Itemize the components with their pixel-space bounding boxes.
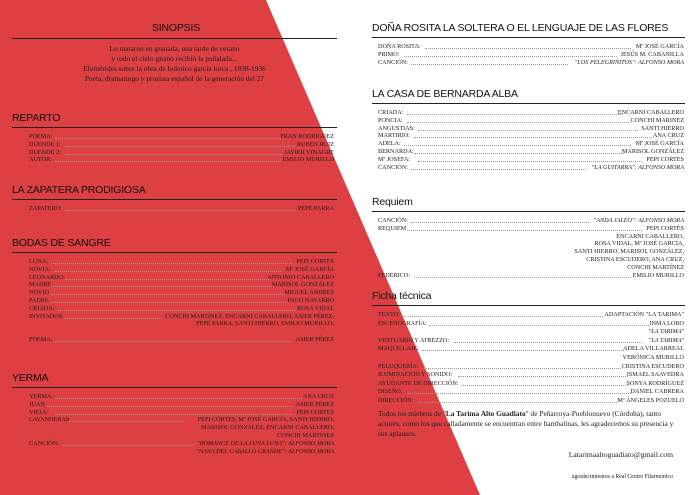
credit-row: [378, 320, 684, 328]
performer-name: "LA TARIMA": [648, 328, 684, 336]
role-label: ADELA:: [378, 140, 401, 148]
credit-row: [378, 125, 684, 133]
performer-name: PEPE PARRA: [297, 205, 334, 212]
performer-name: SANTI HIERRO: [641, 124, 684, 132]
dot-leader: [418, 130, 638, 131]
dot-leader: [55, 341, 292, 342]
dot-leader: [404, 145, 631, 146]
role-label: YERMA:: [29, 393, 54, 400]
role-label: PRIMO:: [378, 50, 400, 58]
performer-name: Mª JOSÉ GARCÍA: [635, 140, 684, 148]
performer-name: ENCARNI CABALLERO: [617, 109, 684, 116]
role-label: DISEÑO:: [378, 388, 403, 396]
dot-leader: [47, 406, 291, 407]
performer-name: MARISOL GONZÁLEZ: [271, 281, 334, 289]
performer-name: EMILIO MURILLO: [632, 271, 684, 279]
credit-row: [378, 225, 684, 233]
performer-name: Mª JOSÉ GARCÍA: [635, 43, 684, 50]
dot-leader: [414, 277, 631, 278]
performer-name: ROSA VIDAL: [297, 304, 334, 312]
role-label: PELUQUERÍA:: [378, 362, 419, 370]
credit-row: [378, 337, 684, 345]
credit-row: [29, 313, 334, 321]
credit-row: [378, 363, 684, 371]
section-divider: [12, 252, 337, 253]
credit-row: [29, 156, 334, 164]
role-label: DUENDE 1:: [29, 140, 61, 148]
dot-leader: [414, 153, 624, 154]
dot-leader: [407, 230, 641, 231]
credit-row: [378, 109, 684, 117]
performer-name: SANTI HIERRO, MARISOL GONZÁLEZ,: [574, 248, 684, 256]
role-label: BERNARDA:: [378, 148, 414, 155]
role-label: MADRE: [29, 281, 52, 289]
performer-name: ANA CRUZ: [302, 393, 334, 400]
performer-name: CONCHI MARINEZ: [630, 116, 684, 124]
credit-row: [378, 59, 684, 67]
dot-leader: [422, 368, 621, 369]
credit-row: [378, 328, 684, 336]
credit-row: [378, 248, 684, 256]
role-label: INVITADOS: [29, 312, 63, 320]
performer-name: PEPI CORTES: [646, 155, 684, 163]
role-label: LUNA:: [29, 258, 48, 265]
role-label: CANCIÓN:: [378, 217, 408, 224]
dot-leader: [461, 385, 627, 386]
credit-row: [29, 133, 334, 141]
performer-name: PEPI CORTES, Mª JOSÉ GARCÍA, SANTI HIERRO,: [197, 416, 334, 424]
dot-leader: [425, 48, 631, 49]
dot-leader: [407, 393, 631, 394]
performer-name: ENCARNI CABALLERO,: [616, 232, 684, 240]
performer-name: "ANDA JALEO": ALFONSO MORA: [593, 217, 684, 224]
performer-name: MARISOL GONZÁLEZ, ENCARNI CABALLERO,: [201, 424, 334, 432]
dot-leader: [418, 161, 642, 162]
credit-row: [378, 397, 684, 405]
credit-row: [29, 320, 334, 328]
role-label: NOVIO: [29, 289, 49, 297]
credit-row: [29, 305, 334, 313]
role-label: LAVANDERAS: [29, 416, 70, 424]
credit-row: [29, 205, 334, 213]
dot-leader: [411, 169, 586, 170]
performer-name: ROSA VIDAL, Mª JOSÉ GARCÍA,: [594, 240, 684, 248]
performer-name: CONCHI MARTÍNEZ, ENCARNI CABALLERO, ASIER PÉREZ,: [165, 312, 334, 320]
performer-name: ANTONIO CABALLERO: [267, 273, 334, 281]
performer-name: "LOS PELEGRINITOS": ALFONSO MORA: [574, 58, 684, 66]
section-title-requiem: Requiem: [372, 196, 413, 208]
credits-line: agradecimientos a Real Centro Filarmónico: [571, 474, 673, 480]
credit-row: [29, 281, 334, 289]
section-divider: [372, 305, 685, 306]
performer-name: DANIEL CABRERA: [630, 388, 684, 396]
dot-leader: [51, 294, 285, 295]
dot-leader: [62, 445, 194, 446]
dot-leader: [55, 161, 281, 162]
sinopsis-title: SINOPSIS: [152, 22, 200, 34]
dot-leader: [404, 316, 603, 317]
credit-row: [378, 164, 684, 172]
dot-leader: [407, 122, 631, 123]
credit-row: [378, 117, 684, 125]
performer-name: EMILIO MURILLO: [282, 156, 334, 164]
thanks-paragraph: [378, 409, 684, 439]
role-label: MARTIRIO:: [378, 132, 410, 140]
performer-name: PEPE PARRA, SANTI HIERRO, EMILIO MURILLO,: [196, 320, 334, 328]
performer-name: INMA LOBO: [649, 319, 684, 327]
credit-row: [378, 388, 684, 396]
role-label: REQUIEM: [378, 224, 407, 232]
section-title-yerma: YERMA: [12, 372, 49, 384]
performer-name: FRAN RODRIGUEZ: [280, 133, 334, 140]
performer-name: ANA CRUZ: [652, 132, 684, 140]
dot-leader: [51, 302, 288, 303]
credit-row: [378, 43, 684, 51]
dot-leader: [55, 398, 302, 399]
role-label: CANCIÓN:: [29, 439, 59, 447]
credit-row: [378, 51, 684, 59]
role-label: CRIADA:: [378, 109, 404, 116]
performer-name: CONCHI MARTÍNEZ: [277, 432, 334, 439]
credit-row: [378, 311, 684, 319]
performer-name: Mª ÁNGELES POZUELO: [617, 397, 684, 404]
role-label: CANCIÓN:: [378, 58, 408, 66]
dot-leader: [51, 286, 274, 287]
sinopsis-line: Efemérides sobre la obra de federico garcía lorca , 1898-1936: [83, 64, 266, 73]
role-label: AYUDANTE DE DIRECCIÓN:: [378, 379, 459, 387]
dot-leader: [458, 376, 628, 377]
dot-leader: [411, 222, 589, 223]
section-divider: [12, 199, 337, 200]
dot-leader: [404, 56, 617, 57]
role-label: ANGUSTIAS:: [378, 124, 415, 132]
dot-leader: [69, 421, 183, 422]
credit-row: [29, 141, 334, 149]
performer-name: Mª JOSÉ GARCÍA: [285, 265, 334, 273]
credit-row: [378, 354, 684, 362]
credit-row: [378, 140, 684, 148]
dot-leader: [418, 402, 617, 403]
performer-name: "ROMANCE DE LA LUNA LUNA": ALFONSO MORA: [197, 439, 334, 447]
credit-row: [29, 328, 334, 336]
role-label: NOVIA:: [29, 265, 51, 273]
sinopsis-text: [12, 44, 337, 84]
credit-row: [29, 424, 334, 432]
credit-row: [378, 217, 684, 225]
dot-leader: [65, 146, 295, 147]
role-label: MAQUILLAJE:: [378, 345, 419, 353]
performer-name: ADELA VILLARREAL: [623, 345, 684, 353]
section-divider: [372, 37, 685, 38]
credit-row: [29, 336, 334, 344]
dot-leader: [65, 279, 270, 280]
credit-row: [29, 149, 334, 157]
credit-row: [29, 448, 334, 456]
credit-row: [378, 256, 684, 264]
section-title-bodas-de-sangre: BODAS DE SANGRE: [12, 237, 111, 249]
dot-leader: [65, 318, 162, 319]
performer-name: "NANA DEL CABALLO GRANDE": ALFONSO MORA: [196, 447, 334, 455]
credit-row: [378, 380, 684, 388]
dot-leader: [55, 138, 281, 139]
role-label: Mª JOSEFA:: [378, 155, 411, 163]
credit-row: [29, 432, 334, 440]
sinopsis-line: y todo el cielo gitano recibió la puñalada...: [111, 54, 238, 63]
role-label: ESCENOGRAFÍA:: [378, 319, 427, 327]
credit-row: [29, 401, 334, 409]
dot-leader: [51, 263, 292, 264]
credit-row: [29, 258, 334, 266]
dot-leader: [407, 114, 620, 115]
performer-name: JAVIER VINAGRE: [284, 148, 334, 156]
section-divider: [372, 103, 685, 104]
dot-leader: [411, 64, 568, 65]
role-label: ILUMINACIÓN Y SONIDO:: [378, 371, 453, 379]
performer-name: PEPI CORTES: [296, 258, 334, 265]
role-label: DOÑA ROSITA:: [378, 43, 421, 50]
role-label: POEMA:: [29, 336, 53, 343]
role-label: DUENDE 2:: [29, 148, 61, 156]
performer-name: ADAPTACIÓN "LA TARIMA": [604, 311, 684, 318]
section-title-la-zapatera-prodigiosa: LA ZAPATERA PRODIGIOSA: [12, 184, 146, 196]
dot-leader: [429, 325, 649, 326]
dot-leader: [454, 342, 642, 343]
performer-name: "LA TARIMA": [648, 336, 684, 344]
performer-name: SONYA RODRÍGUEZ: [626, 379, 684, 387]
credit-row: [29, 440, 334, 448]
role-label: POEMA:: [29, 133, 53, 140]
performer-name: MARISOL GONZÁLEZ: [621, 148, 684, 155]
role-label: CRIADA:: [29, 304, 55, 312]
role-label: VIEJA:: [29, 408, 48, 416]
performer-name: "LA GUITARRA": ALFONSO MORA: [591, 163, 684, 171]
performer-name: CRISTINA ESCUDERO, ANA CRUZ,: [586, 256, 684, 263]
role-label: ZAPATERO:: [29, 205, 62, 212]
group-name: La Tarima Alto Guadiato: [445, 409, 526, 418]
contact-email[interactable]: Latarimaaltoguadiato@gmail.com: [568, 450, 673, 459]
performer-name: PACO NAVARRO: [287, 297, 334, 304]
sinopsis-line: Poeta, dramaturgo y prosista español de la generación del 27: [84, 74, 265, 83]
section-title-la-casa-de-bernarda-alba: LA CASA DE BERNARDA ALBA: [372, 88, 518, 100]
role-label: DIRECCIÓN:: [378, 397, 414, 404]
credit-row: [378, 272, 684, 280]
credit-row: [378, 264, 684, 272]
section-divider: [12, 387, 337, 388]
credit-row: [29, 266, 334, 274]
section-title-reparto: REPARTO: [12, 112, 61, 124]
performer-name: ISMAEL SAAVEDRA: [626, 371, 684, 379]
sinopsis-line: Lo mataron en granada, una tarde de verano: [109, 44, 240, 53]
performer-name: MIGUEL ANDRES: [284, 289, 334, 297]
dot-leader: [422, 350, 624, 351]
performer-name: RUBEN RUIZ: [297, 140, 334, 148]
performer-name: CRISTINA ESCUDERO: [621, 362, 684, 370]
dot-leader: [58, 310, 295, 311]
role-label: AUTOR:: [29, 156, 52, 164]
performer-name: VERÓNICA MURILLO: [622, 354, 684, 361]
credit-row: [29, 289, 334, 297]
performer-name: JESÚS M. CABANILLA: [620, 50, 684, 58]
credit-row: [378, 345, 684, 353]
dot-leader: [55, 271, 281, 272]
dot-leader: [414, 137, 652, 138]
thanks-text-start: Todos los miebros de ": [378, 409, 446, 418]
role-label: TEXTO:: [378, 311, 400, 318]
performer-name: CONCHI MARTÍNEZ: [627, 263, 684, 271]
role-label: JUAN: [29, 400, 45, 408]
role-label: FEDERICO:: [378, 271, 410, 279]
performer-name: ASIER PÉREZ: [295, 400, 334, 408]
section-title-ficha-tecnica: Ficha técnica: [372, 290, 432, 302]
role-label: LEONARDO:: [29, 273, 65, 281]
section-divider: [372, 211, 685, 212]
section-title-dona-rosita-la-soltera-o-el-lenguaje-de-las-flores: DOÑA ROSITA LA SOLTERA O EL LENGUAJE DE LAS FLORES: [372, 22, 669, 34]
credit-row: [29, 297, 334, 305]
credit-row: [29, 393, 334, 401]
credit-row: [378, 371, 684, 379]
divider: [12, 38, 337, 39]
role-label: CANCIÓN:: [378, 163, 408, 171]
credit-row: [378, 148, 684, 156]
performer-name: PEPI CORTÉS: [646, 224, 684, 232]
performer-name: PEPI CORTES: [296, 408, 334, 416]
credit-row: [378, 156, 684, 164]
role-label: PADRE: [29, 297, 49, 304]
role-label: VESTUARIO Y ATREZZO:: [378, 336, 450, 344]
dot-leader: [55, 414, 292, 415]
role-label: PONCIA:: [378, 116, 403, 124]
performer-name: ASIER PÉREZ: [295, 336, 334, 343]
section-divider: [12, 127, 337, 128]
dot-leader: [65, 154, 281, 155]
thanks-text-end: " de Peñarroya-Pueblonuevo (Córdoba), tanto actores, como los que calladamente se encuentran entre bambalinas, les agradecemos su presencia y sus aplausos.: [378, 409, 674, 438]
dot-leader: [65, 210, 295, 211]
